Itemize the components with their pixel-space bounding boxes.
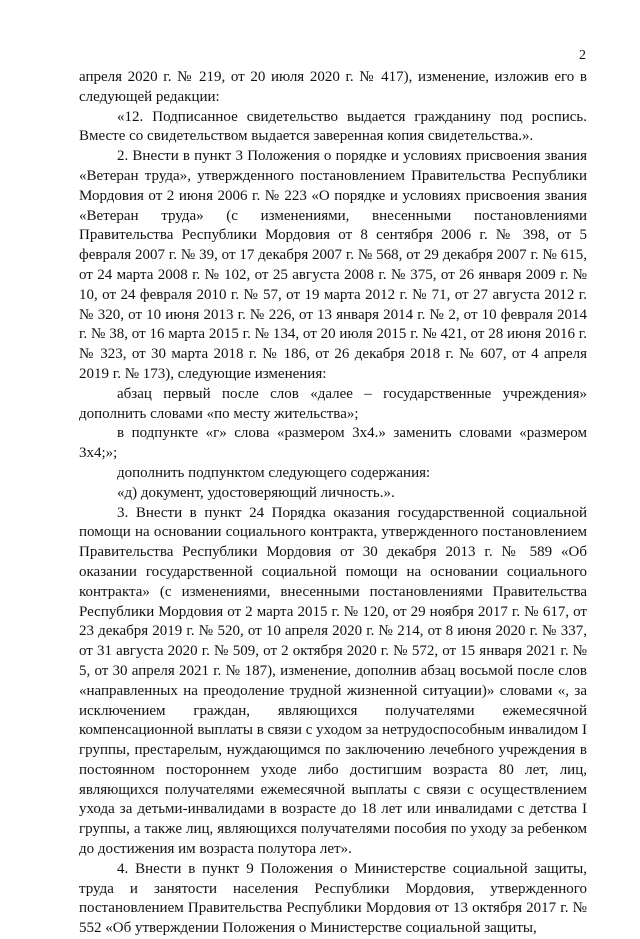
paragraph-amendment-add: дополнить подпунктом следующего содержания: [117, 464, 431, 481]
paragraph-amendment-first: абзац первый после слов «далее – государственные учреждения» дополнить словами «по месту жительства»; [79, 385, 587, 422]
page-number: 2 [579, 48, 586, 63]
paragraph-amendment-subitem-g: в подпункте «г» слова «размером 3х4.» заменить словами «размером 3х4;»; [79, 425, 587, 462]
paragraph-subitem-d: «д) документ, удостоверяющий личность.». [117, 484, 395, 501]
paragraph-item-4: 4. Внести в пункт 9 Положения о Министерстве социальной защиты, труда и занятости населения Республики Мордовия, утвержденного постановлением Правительства Республики Мордовия от 13 октября 2017 г. № 552 «Об утверждении Положения о Министерстве социальной защиты, [79, 860, 587, 937]
paragraph-continuation: апреля 2020 г. № 219, от 20 июля 2020 г. № 417), изменение, изложив его в следующей редакции: [79, 69, 587, 105]
paragraph-item-2: 2. Внести в пункт 3 Положения о порядке и условиях присвоения звания «Ветеран труда», утвержденного постановлением Правительства Республики Мордовия от 2 июня 2006 г. № 223 «О порядке и условиях присвоения звания «Ветеран труда» (с изменениями, внесенными постановлениями Правительства Республики Мордовия от 8 сентября 2006 г. № 398, от 5 февраля 2007 г. № 39, от 17 декабря 2007 г. № 568, от 29 декабря 2007 г. № 615, от 24 марта 2008 г. № 102, от 25 августа 2008 г. № 375, от 26 января 2009 г. № 10, от 24 февраля 2010 г. № 57, от 19 марта 2012 г. № 71, от 27 августа 2012 г. № 320, от 10 июня 2013 г. № 226, от 13 января 2014 г. № 2, от 10 февраля 2014 г. № 38, от 16 марта 2015 г. № 134, от 20 июля 2015 г. № 421, от 28 июня 2016 г. № 323, от 30 марта 2018 г. № 186, от 26 декабря 2018 г. № 607, от 4 апреля 2019 г. № 173), следующие изменения: [79, 148, 587, 382]
paragraph-quote-item-12: «12. Подписанное свидетельство выдается гражданину под роспись. Вместе со свидетельством выдается заверенная копия свидетельства.». [79, 108, 587, 145]
document-body [79, 68, 587, 939]
paragraph-item-3: 3. Внести в пункт 24 Порядка оказания государственной социальной помощи на основании социального контракта, утвержденного постановлением Правительства Республики Мордовия от 30 декабря 2013 г. № 589 «Об оказании государственной социальной помощи на основании социального контракта» (с изменениями, внесенными постановлениями Правительства Республики Мордовия от 2 марта 2015 г. № 120, от 29 ноября 2017 г. № 617, от 23 декабря 2019 г. № 520, от 10 апреля 2020 г. № 214, от 8 июня 2020 г. № 337, от 31 августа 2020 г. № 509, от 2 октября 2020 г. № 572, от 15 января 2021 г. № 5, от 30 апреля 2021 г. № 187), изменение, дополнив абзац восьмой после слов «направленных на преодоление трудной жизненной ситуации)» словами «, за исключением граждан, являющихся получателями ежемесячной компенсационной выплаты в связи с уходом за нетрудоспособным инвалидом I группы, престарелым, нуждающимся по заключению лечебного учреждения в постоянном постороннем уходе либо достигшим возраста 80 лет, лиц, являющихся получателями ежемесячной выплаты с связи с осуществлением ухода за детьми-инвалидами в возрасте до 18 лет или инвалидами с детства I группы, а также лиц, являющихся получателями пособия по уходу за ребенком до достижения им возраста полутора лет». [79, 504, 587, 858]
